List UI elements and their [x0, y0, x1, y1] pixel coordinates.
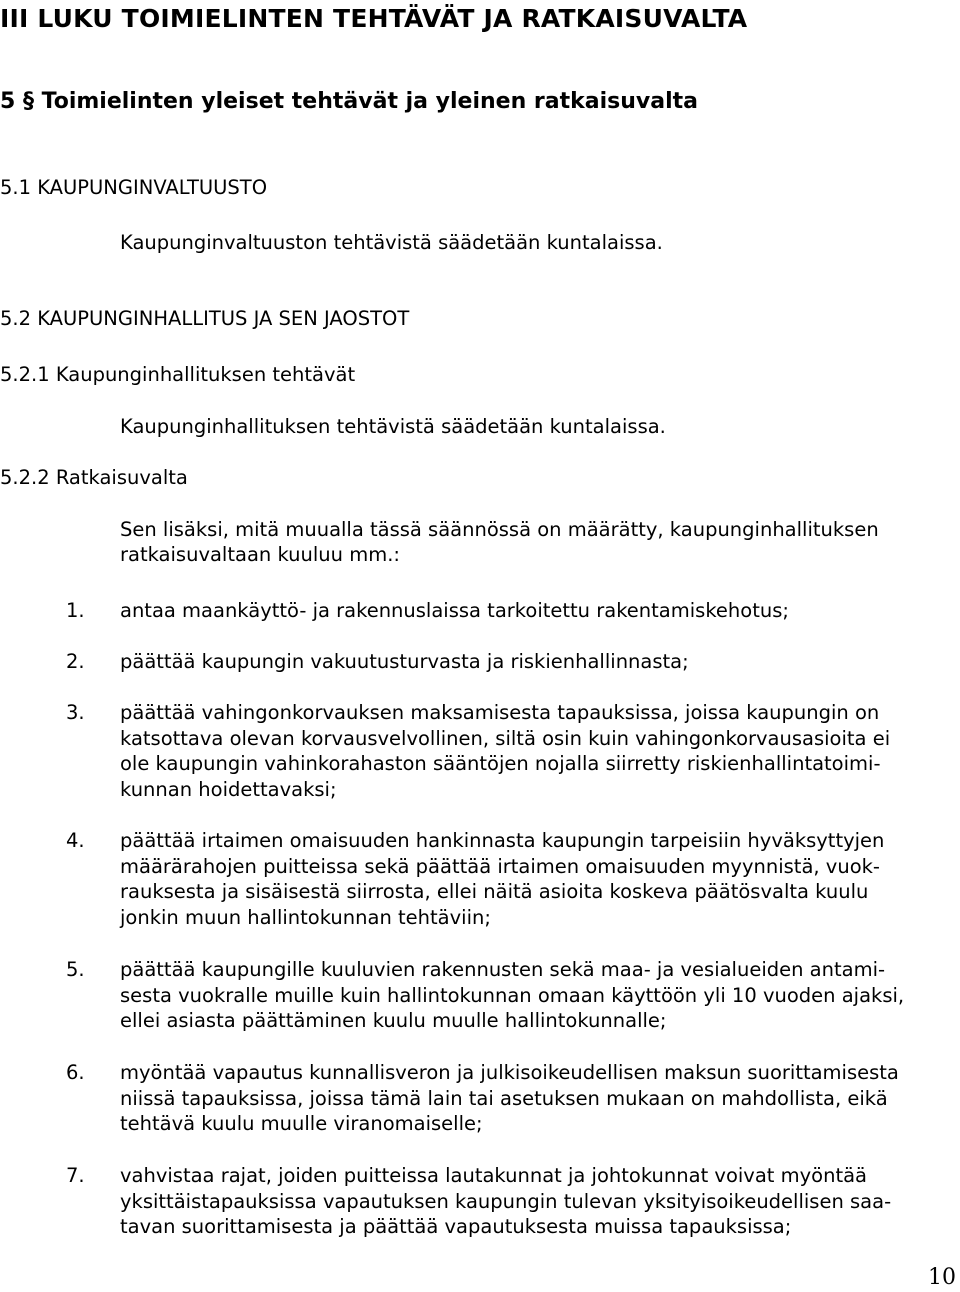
ratkaisuvalta-intro-line-1: Sen lisäksi, mitä muualla tässä säännössä on määrätty, kaupunginhallituksen: [120, 518, 879, 541]
list-item-number: 5.: [66, 958, 85, 981]
section-5-2-heading: 5.2 KAUPUNGINHALLITUS JA SEN JAOSTOT: [0, 307, 410, 330]
list-item-number: 7.: [66, 1164, 85, 1187]
list-item-number: 6.: [66, 1061, 85, 1084]
list-item-text: päättää kaupungille kuuluvien rakennusten sekä maa- ja vesialueiden antami- sesta vuokralle muille kuin hallintokunnan omaan käyttöön yli 10 vuoden ajaksi, ellei asiasta päättäminen kuulu muulle hallintokunnalle;: [120, 958, 905, 1032]
list-item-text: päättää vahingonkorvauksen maksamisesta tapauksissa, joissa kaupungin on katsottava olevan korvausvelvollinen, siltä osin kuin vahingonkorvausasioita ei ole kaupungin vahinkorahaston sääntöjen nojalla siirretty riskienhallintatoimi- kunnan hoidettavaksi;: [120, 701, 891, 801]
section-5-2-1-heading: 5.2.1 Kaupunginhallituksen tehtävät: [0, 363, 356, 386]
page-number: 10: [928, 1265, 956, 1290]
list-item-text: vahvistaa rajat, joiden puitteissa lautakunnat ja johtokunnat voivat myöntää yksittäistapauksissa vapautuksen kaupungin tulevan yksityisoikeudellisen saa- tavan suorittamisesta ja päättää vapautuksesta muissa tapauksissa;: [120, 1164, 892, 1238]
section-5-title: 5 § Toimielinten yleiset tehtävät ja yleinen ratkaisuvalta: [0, 89, 698, 114]
list-item-text: myöntää vapautus kunnallisveron ja julkisoikeudellisen maksun suorittamisesta niissä tapauksissa, joissa tämä lain tai asetuksen mukaan on mahdollista, eikä tehtävä kuulu muulle viranomaiselle;: [120, 1061, 899, 1135]
section-5-2-2-heading: 5.2.2 Ratkaisuvalta: [0, 466, 188, 489]
list-item-number: 4.: [66, 829, 85, 852]
list-item-number: 2.: [66, 650, 85, 673]
list-item-text: päättää irtaimen omaisuuden hankinnasta kaupungin tarpeisiin hyväksyttyjen määrärahojen puitteissa sekä päättää irtaimen omaisuuden myynnistä, vuok- rauksesta ja sisäisestä siirrosta, ellei näitä asioita koskeva päätösvalta kuulu jonkin muun hallintokunnan tehtäviin;: [120, 829, 885, 929]
chapter-title: III LUKU TOIMIELINTEN TEHTÄVÄT JA RATKAISUVALTA: [0, 4, 748, 33]
list-item-text: päättää kaupungin vakuutusturvasta ja riskienhallinnasta;: [120, 650, 689, 673]
section-5-1-heading: 5.1 KAUPUNGINVALTUUSTO: [0, 176, 268, 199]
section-5-2-1-text: Kaupunginhallituksen tehtävistä säädetään kuntalaissa.: [120, 415, 666, 438]
list-item-number: 1.: [66, 599, 85, 622]
ratkaisuvalta-intro-line-2: ratkaisuvaltaan kuuluu mm.:: [120, 543, 400, 566]
section-5-1-text: Kaupunginvaltuuston tehtävistä säädetään kuntalaissa.: [120, 231, 663, 254]
list-item-text: antaa maankäyttö- ja rakennuslaissa tarkoitettu rakentamiskehotus;: [120, 599, 789, 622]
list-item-number: 3.: [66, 701, 85, 724]
